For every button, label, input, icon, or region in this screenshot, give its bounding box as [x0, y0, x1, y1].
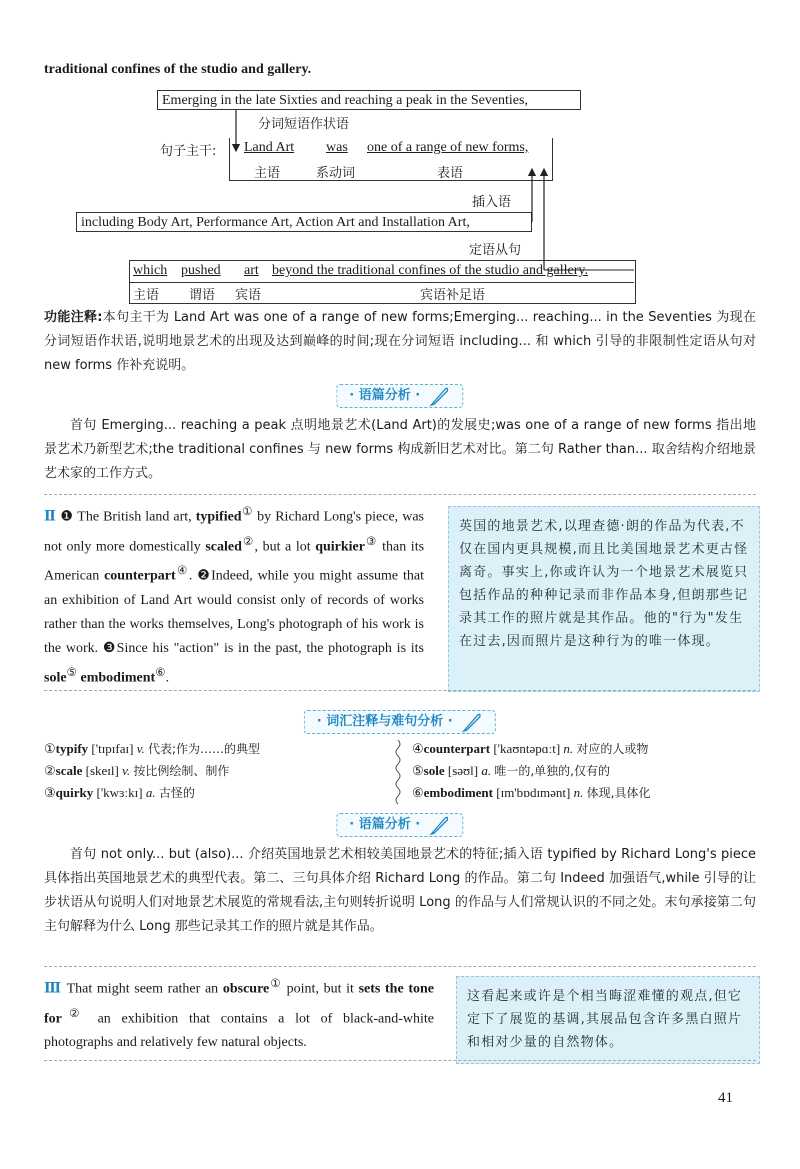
- sup-4: ④: [175, 564, 189, 578]
- sup-6: ⑥: [155, 665, 166, 679]
- vocab-item-2: ②scale [skeɪl] v. 按比例绘制、制作: [44, 763, 230, 778]
- clause-role-3: 宾语: [235, 288, 262, 303]
- clause-word-beyond: beyond the traditional confines of the studio and gallery.: [272, 263, 588, 278]
- sup-3: ③: [364, 534, 378, 548]
- p3-sup-1: ①: [269, 977, 283, 990]
- clause-role-2: 谓语: [189, 288, 216, 303]
- function-note-text: 本句主干为 Land Art was one of a range of new forms;Emerging... reaching... in the Seventies 为现在分词短语作状语,说明地景艺术的出现及达到巅峰的时间;现在分词短语 including... 和 which 引导的非限制性定语从句对 new forms 作补充说明。: [44, 310, 756, 373]
- function-note-label: 功能注释:: [44, 310, 103, 325]
- p2-text-1c: , but a lot: [254, 539, 311, 555]
- vocab-sole: sole: [44, 670, 67, 686]
- function-note: [44, 306, 756, 378]
- clause-word-pushed: pushed: [181, 263, 221, 278]
- paragraph-3: [44, 972, 434, 1055]
- p3-text-a: That might seem rather an: [66, 981, 219, 997]
- p2-text-3b: .: [165, 670, 170, 686]
- vocab-item-5: ⑤sole [səʊl] a. 唯一的,单独的,仅有的: [412, 763, 610, 778]
- page-number: 41: [718, 1090, 733, 1106]
- sentence-num-1: ❶: [60, 509, 74, 525]
- separator-4: [44, 1060, 756, 1061]
- discourse-heading-2: [336, 813, 463, 837]
- vocab-quirkier: quirkier: [315, 539, 365, 555]
- separator-2: [44, 690, 756, 691]
- vocab-embodiment: embodiment: [80, 670, 156, 686]
- translation-box-2: 英国的地景艺术,以理查德·朗的作品为代表,不仅在国内更具规模,而且比美国地景艺术更古怪离奇。事实上,你或许认为一个地景艺术展览只包括作品的种种记录而非作品本身,但朗那些记录其工作的照片就是其作品。他的"行为"发生在过去,因而照片是这种行为的唯一体现。: [448, 506, 760, 692]
- separator-3: [44, 966, 756, 967]
- vocab-obscure: obscure: [222, 981, 270, 997]
- discourse-heading-1: [336, 384, 463, 408]
- vocab-list-left: [44, 738, 374, 804]
- predicative-text: one of a range of new forms,: [367, 140, 529, 155]
- verb-text: was: [326, 140, 348, 155]
- p2-text-3a: Since his "action" is in the past, the photograph is its: [116, 640, 424, 656]
- clause-word-which: which: [133, 263, 168, 278]
- adverbial-text: Emerging in the late Sixties and reaching a peak in the Seventies,: [162, 93, 528, 108]
- main-clause-label: 句子主干:: [160, 144, 217, 159]
- p2-text-1a: The British land art,: [77, 509, 192, 525]
- discourse-heading-2-text: · 语篇分析 ·: [349, 817, 421, 832]
- adverbial-note: 分词短语作状语: [258, 117, 350, 132]
- sup-1: ①: [241, 505, 254, 518]
- sup-2: ②: [241, 534, 255, 548]
- vocab-item-1: ①typify ['tɪpɪfaɪ] v. 代表;作为……的典型: [44, 741, 261, 756]
- insert-note: 插入语: [472, 195, 512, 210]
- translation-box-3: 这看起来或许是个相当晦涩难懂的观点,但它定下了展览的基调,其展品包含许多黑白照片和相对少量的自然物体。: [456, 976, 760, 1064]
- separator-1: [44, 494, 756, 495]
- vocab-divider-chain: [393, 740, 403, 806]
- p2-text-1e: .: [188, 568, 193, 584]
- predicative-role: 表语: [437, 166, 464, 181]
- sup-5: ⑤: [66, 665, 78, 679]
- clause-role-4: 宾语补足语: [420, 288, 486, 303]
- vocab-sets-the-tone: sets the tone for: [44, 981, 434, 1027]
- relative-note: 定语从句: [469, 243, 522, 258]
- vocab-scaled: scaled: [205, 539, 242, 555]
- diagram-connectors: [0, 0, 800, 320]
- discourse-heading-1-text: · 语篇分析 ·: [349, 388, 421, 403]
- clause-word-art: art: [244, 263, 259, 278]
- roman-numeral-2: Ⅱ: [44, 509, 57, 525]
- paragraph-2: [44, 500, 424, 691]
- discourse-paragraph-2: 首句 not only... but (also)... 介绍英国地景艺术相较美国地景艺术的特征;插入语 typified by Richard Long's piece 具体指出英国地景艺术的典型代表。第二、三句具体介绍 Richard Long 的作品。第二句 Indeed 加强语气,while 引导的让步状语从句说明人们对地景艺术展览的常规看法,主句则转折说明 Long 的作品与人们常规认识的不同之处。末句承接第二句主句解释为什么 Long 那些记录其工作的照片就是其作品。: [44, 847, 756, 934]
- discourse-paragraph-1: 首句 Emerging... reaching a peak 点明地景艺术(Land Art)的发展史;was one of a range of new forms 指出地景艺术乃新型艺术;the traditional confines 与 new forms 构成新旧艺术对比。第二句 Rather than... 取舍结构介绍地景艺术家的工作方式。: [44, 418, 756, 481]
- roman-numeral-3: Ⅲ: [44, 981, 63, 997]
- vocab-heading: [304, 710, 496, 734]
- quill-icon: [461, 711, 483, 733]
- vocab-counterpart: counterpart: [104, 568, 176, 584]
- vocab-item-3: ③quirky ['kwɜːkɪ] a. 古怪的: [44, 785, 195, 800]
- quill-icon: [429, 814, 451, 836]
- p3-sup-2: ②: [61, 1006, 87, 1020]
- p2-text-1d: than its American: [44, 539, 425, 584]
- p3-text-b: point, but it: [286, 981, 354, 997]
- sentence-num-2: ❷: [197, 568, 212, 584]
- verb-role: 系动词: [316, 166, 356, 181]
- vocab-heading-text: · 词汇注释与难句分析 ·: [316, 714, 453, 729]
- top-line: traditional confines of the studio and gallery.: [44, 62, 312, 77]
- clause-role-1: 主语: [133, 288, 160, 303]
- vocab-item-6: ⑥embodiment [ɪm'bɒdɪmənt] n. 体现,具体化: [412, 785, 651, 800]
- quill-icon: [429, 385, 451, 407]
- participle-text: including Body Art, Performance Art, Action Art and Installation Art,: [81, 215, 470, 230]
- subject-role: 主语: [254, 166, 281, 181]
- vocab-item-4: ④counterpart ['kaʊntəpɑːt] n. 对应的人或物: [412, 741, 649, 756]
- p2-text-1b: by Richard Long's piece, was not only more domestically: [44, 509, 424, 555]
- sentence-num-3: ❸: [102, 640, 117, 656]
- p2-text-2: Indeed, while you might assume that an exhibition of Land Art would consist only of records of works rather than the works themselves, Long's photograph of his work is the work.: [44, 568, 425, 656]
- subject-text: Land Art: [244, 140, 295, 155]
- vocab-typified: typified: [195, 509, 242, 525]
- p3-text-c: an exhibition that contains a lot of black-and-white photographs and relatively few natural objects.: [44, 1011, 435, 1051]
- vocab-list-right: [412, 738, 758, 804]
